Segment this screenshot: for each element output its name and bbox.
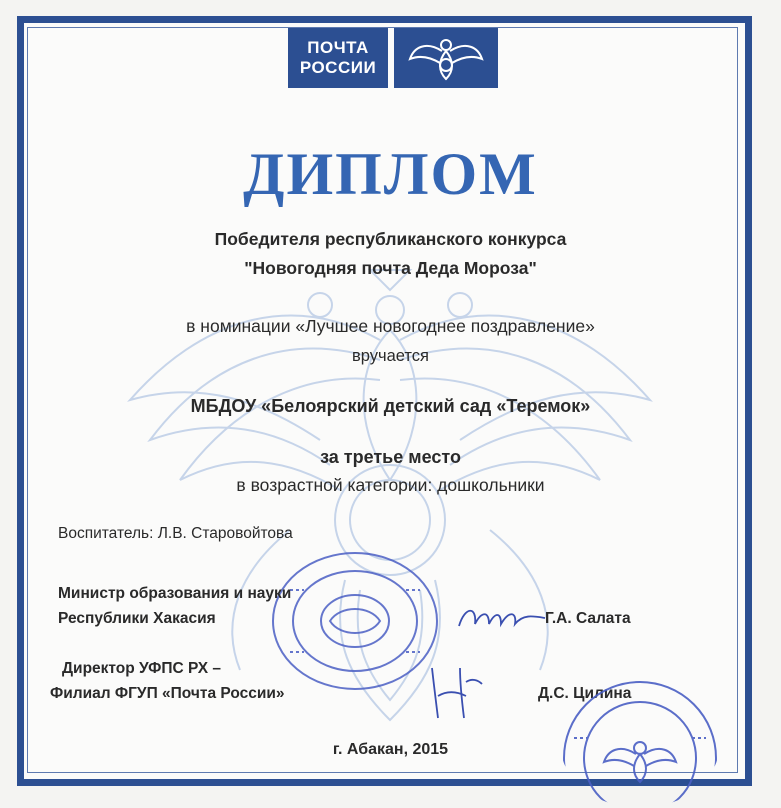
director-name: Д.С. Цилина xyxy=(538,685,632,702)
teacher-line: Воспитатель: Л.В. Старовойтова xyxy=(58,525,293,542)
logo-line2: РОССИИ xyxy=(299,58,377,77)
minister-title-line1: Министр образования и науки xyxy=(58,585,292,602)
director-title-line1: Директор УФПС РХ – xyxy=(62,660,221,677)
place-line: за третье место xyxy=(320,447,461,467)
awarded-line: вручается xyxy=(352,347,429,365)
category-line: в возрастной категории: дошкольники xyxy=(236,475,545,495)
minister-name: Г.А. Салата xyxy=(545,610,631,627)
minister-signature-icon xyxy=(455,598,550,638)
ministry-stamp-icon xyxy=(270,550,440,692)
place-date: г. Абакан, 2015 xyxy=(332,741,449,758)
eagle-emblem-icon xyxy=(394,28,498,88)
contest-line: "Новогодняя почта Деда Мороза" xyxy=(244,258,537,278)
logo-line1: ПОЧТА xyxy=(307,38,369,57)
recipient-line: МБДОУ «Белоярский детский сад «Теремок» xyxy=(190,396,591,416)
diploma-title: ДИПЛОМ xyxy=(243,141,538,207)
director-signature-icon xyxy=(420,662,490,722)
director-title-line2: Филиал ФГУП «Почта России» xyxy=(50,685,285,702)
pochta-rossii-logo xyxy=(288,28,500,88)
minister-title-line2: Республики Хакасия xyxy=(58,610,216,627)
logo-text xyxy=(288,28,388,88)
winner-line: Победителя республиканского конкурса xyxy=(214,229,567,249)
nomination-line: в номинации «Лучшее новогоднее поздравление» xyxy=(186,316,595,336)
